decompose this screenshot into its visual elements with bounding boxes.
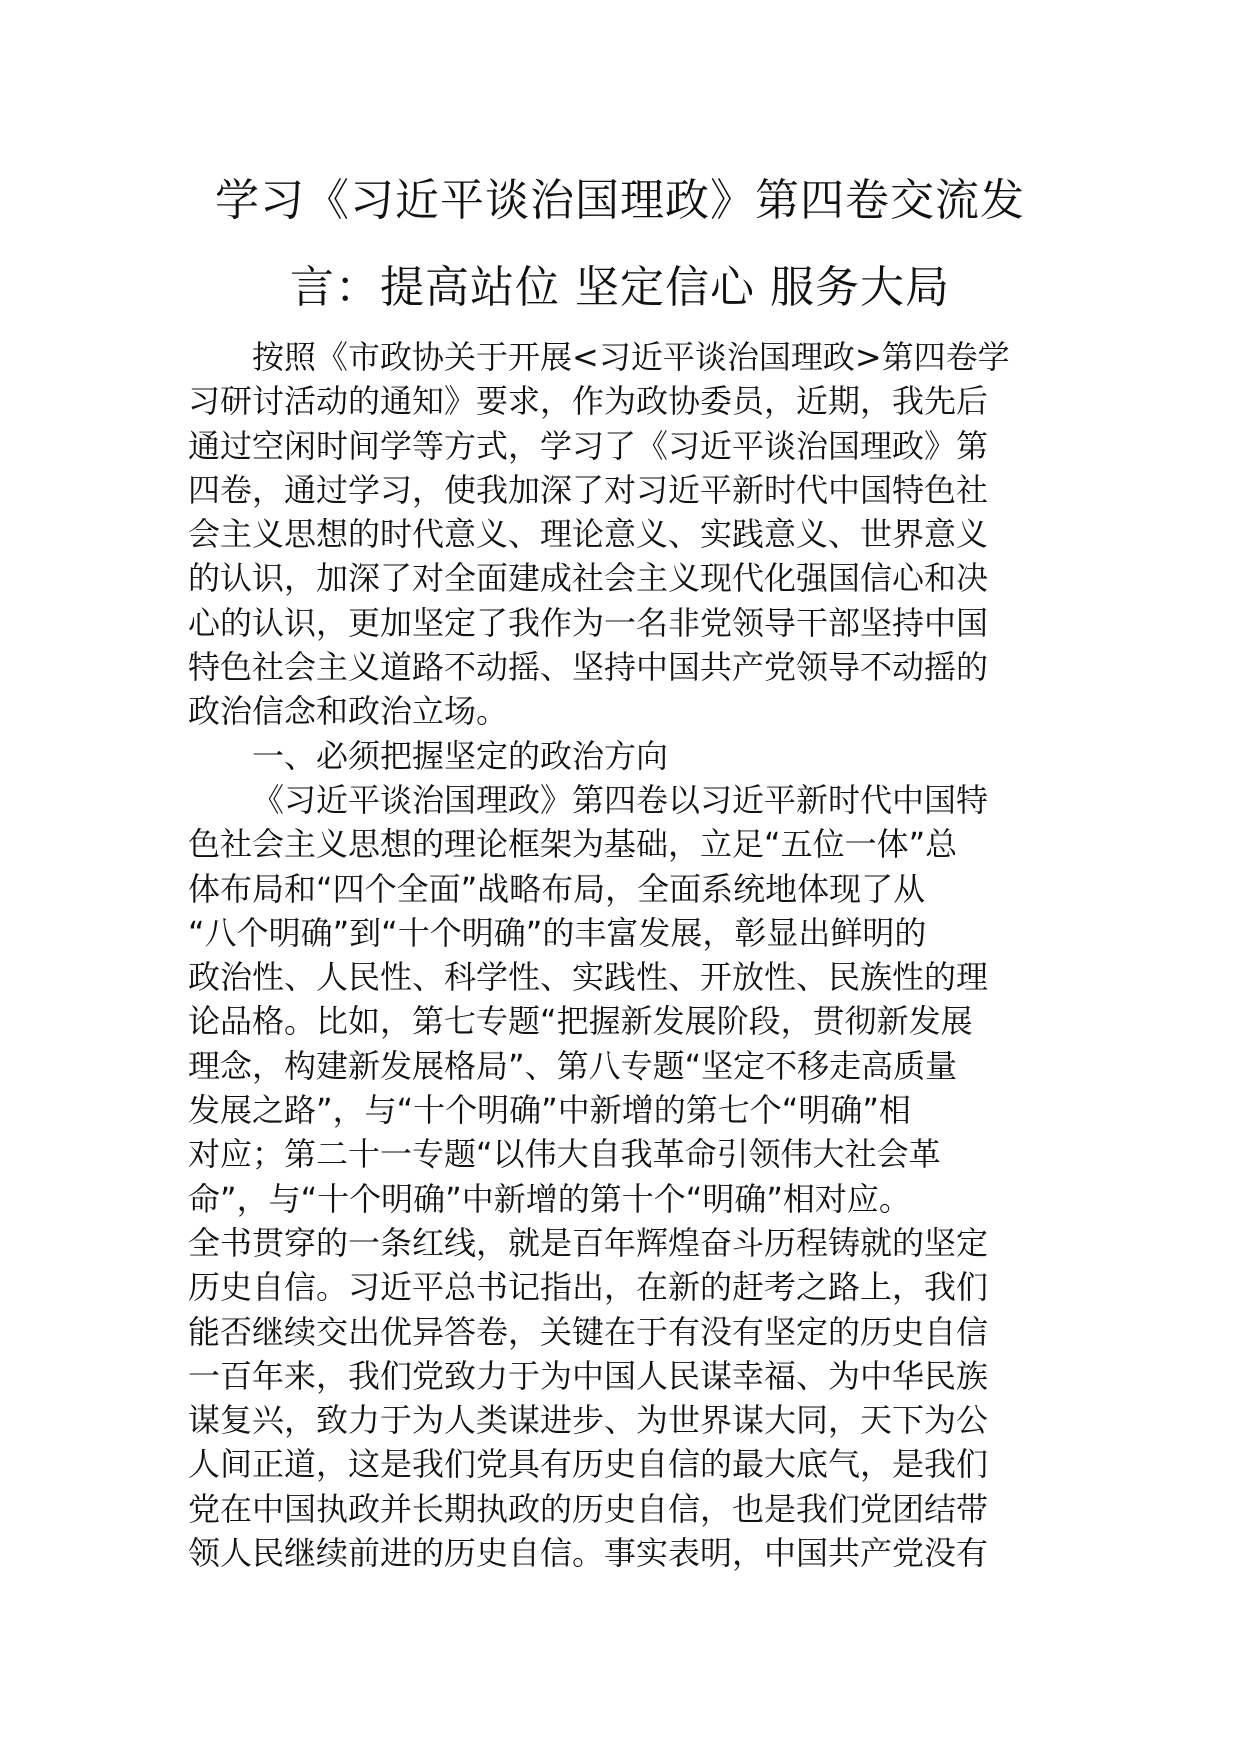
paragraph-line: 政治性、人民性、科学性、实践性、开放性、民族性的理 [188, 958, 989, 997]
paragraph-line: 四卷，通过学习，使我加深了对习近平新时代中国特色社 [188, 470, 989, 509]
section-heading: 一、必须把握坚定的政治方向 [252, 736, 669, 775]
paragraph-line: 心的认识，更加坚定了我作为一名非党领导干部坚持中国 [188, 603, 989, 642]
paragraph-line: 按照《市政协关于开展<习近平谈治国理政>第四卷学 [252, 338, 1010, 376]
paragraph-line: 领人民继续前进的历史自信。事实表明，中国共产党没有 [188, 1534, 989, 1573]
document-title-line-2: 言：提高站位 坚定信心 服务大局 [290, 262, 950, 313]
paragraph-line: 的认识，加深了对全面建成社会主义现代化强国信心和决 [188, 559, 989, 598]
paragraph-line: 发展之路”，与“十个明确”中新增的第七个“明确”相 [188, 1091, 911, 1130]
paragraph-line: 命”，与“十个明确”中新增的第十个“明确”相对应。 [188, 1179, 911, 1218]
paragraph-line: 理念，构建新发展格局”、第八专题“坚定不移走高质量 [188, 1046, 958, 1085]
paragraph-line: 谋复兴，致力于为人类谋进步、为世界谋大同，天下为公 [188, 1401, 989, 1440]
paragraph-line: 一百年来，我们党致力于为中国人民谋幸福、为中华民族 [188, 1356, 989, 1395]
paragraph-line: 人间正道，这是我们党具有历史自信的最大底气，是我们 [188, 1445, 989, 1484]
paragraph-line: 对应；第二十一专题“以伟大自我革命引领伟大社会革 [188, 1135, 941, 1174]
paragraph-line: 体布局和“四个全面”战略布局，全面系统地体现了从 [188, 869, 926, 908]
document-title-line-1: 学习《习近平谈治国理政》第四卷交流发 [215, 175, 1025, 226]
paragraph-line: 全书贯穿的一条红线，就是百年辉煌奋斗历程铸就的坚定 [188, 1223, 989, 1262]
paragraph-line: 习研讨活动的通知》要求，作为政协委员，近期，我先后 [188, 382, 989, 421]
paragraph-line: 能否继续交出优异答卷，关键在于有没有坚定的历史自信 [188, 1312, 989, 1351]
paragraph-line: 特色社会主义道路不动摇、坚持中国共产党领导不动摇的 [188, 648, 989, 687]
paragraph-line: “八个明确”到“十个明确”的丰富发展，彰显出鲜明的 [188, 913, 927, 952]
paragraph-line: 会主义思想的时代意义、理论意义、实践意义、世界意义 [188, 515, 989, 554]
paragraph-line: 论品格。比如，第七专题“把握新发展阶段，贯彻新发展 [188, 1002, 973, 1041]
paragraph-line: 党在中国执政并长期执政的历史自信，也是我们党团结带 [188, 1489, 989, 1528]
paragraph-line: 通过空闲时间学等方式，学习了《习近平谈治国理政》第 [188, 426, 989, 465]
paragraph-line: 历史自信。习近平总书记指出，在新的赶考之路上，我们 [188, 1268, 989, 1307]
paragraph-line: 政治信念和政治立场。 [188, 692, 509, 731]
paragraph-line: 《习近平谈治国理政》第四卷以习近平新时代中国特 [252, 780, 989, 819]
paragraph-line: 色社会主义思想的理论框架为基础，立足“五位一体”总 [188, 825, 958, 864]
document-body [188, 335, 1058, 1575]
